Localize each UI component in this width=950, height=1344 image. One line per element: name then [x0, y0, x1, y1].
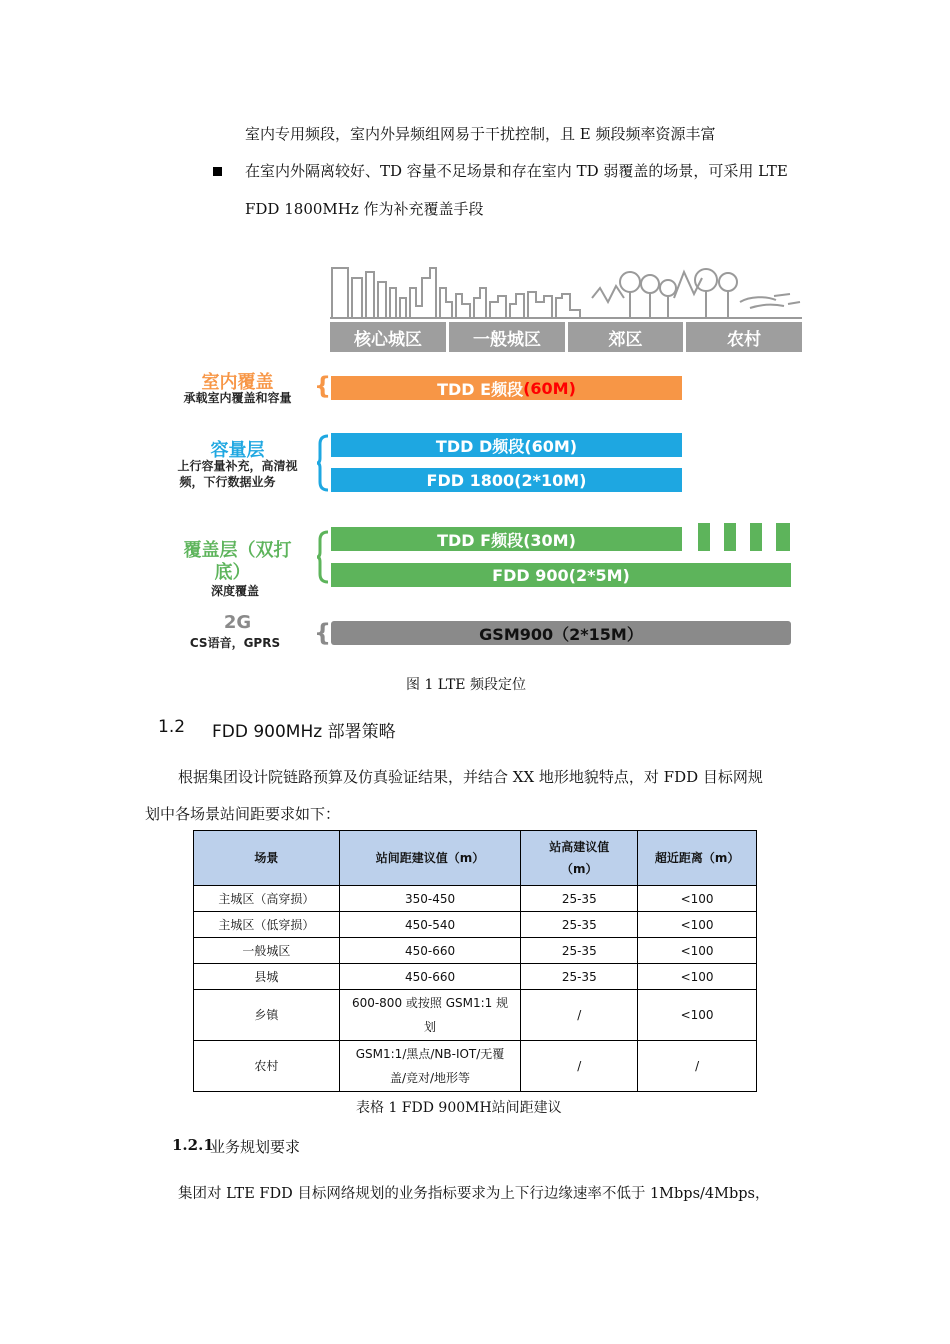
table-header-cell: 站间距建议值（m） — [339, 831, 521, 886]
table-cell: 25-35 — [521, 886, 638, 912]
band-tdd-e-label: TDD E频段 — [437, 379, 524, 399]
subsection-para: 集团对 LTE FDD 目标网络规划的业务指标要求为上下行边缘速率不低于 1Mbps/4Mbps， — [178, 1186, 770, 1202]
subsection-number: 1.2.1 — [172, 1136, 214, 1154]
capacity-layer-desc-1: 上行容量补充，高清视 — [177, 459, 298, 473]
table-header-line: （m） — [561, 862, 598, 876]
band-tdd-f-segment — [776, 523, 790, 551]
table-cell: 450-660 — [339, 938, 521, 964]
table-header-cell — [521, 831, 638, 886]
table-cell: 农村 — [194, 1041, 340, 1092]
skyline-illustration — [330, 258, 802, 320]
capacity-layer-title: 容量层 — [210, 440, 265, 461]
band-tdd-f-segment — [698, 523, 710, 551]
table-row — [194, 1041, 757, 1092]
figure-caption: 图 1 LTE 频段定位 — [406, 677, 526, 693]
table-cell: 25-35 — [521, 964, 638, 990]
table-header-row — [194, 831, 757, 886]
table-cell: 一般城区 — [194, 938, 340, 964]
table-header-line: 站高建议值 — [549, 840, 610, 854]
table-cell: 450-540 — [339, 912, 521, 938]
table-cell — [339, 1041, 521, 1092]
zone-strip — [330, 322, 802, 352]
table-cell-line: 盖/竞对/地形等 — [389, 1071, 471, 1085]
table-cell: 主城区（高穿损） — [194, 886, 340, 912]
g2-layer-title: 2G — [223, 612, 252, 633]
zone-suburban: 郊区 — [568, 322, 683, 352]
table-cell: 主城区（低穿损） — [194, 912, 340, 938]
table-row — [194, 938, 757, 964]
zone-rural: 农村 — [686, 322, 802, 352]
coverage-layer-title-1: 覆盖层（双打 — [183, 540, 292, 561]
band-tdd-f-segment — [724, 523, 736, 551]
zone-general-urban: 一般城区 — [449, 322, 565, 352]
table-header-cell: 超近距离（m） — [638, 831, 757, 886]
table-caption: 表格 1 FDD 900MH站间距建议 — [356, 1100, 562, 1116]
indoor-layer-desc: 承载室内覆盖和容量 — [183, 391, 292, 405]
table-cell: 350-450 — [339, 886, 521, 912]
band-tdd-e-bandwidth: (60M) — [523, 378, 576, 398]
table-cell: 25-35 — [521, 938, 638, 964]
intro-line-1: 室内专用频段，室内外异频组网易于干扰控制，且 E 频段频率资源丰富 — [245, 125, 716, 143]
table-cell-line: 600-800 或按照 GSM1:1 规 — [351, 996, 509, 1010]
table-cell-line: GSM1:1/黑点/NB-IOT/无覆 — [355, 1047, 505, 1061]
g2-brace-icon: { — [314, 619, 332, 647]
band-tdd-d: TDD D频段(60M) — [331, 433, 682, 457]
section-para-line-2: 划中各场景站间距要求如下： — [145, 805, 341, 823]
table-cell: <100 — [638, 990, 757, 1041]
table-cell: 450-660 — [339, 964, 521, 990]
section-para-line-1: 根据集团设计院链路预算及仿真验证结果，并结合 XX 地形地貌特点，对 FDD 目标网规 — [178, 768, 763, 786]
bullet-square-icon — [213, 167, 222, 176]
band-tdd-e — [331, 376, 682, 400]
indoor-layer-title: 室内覆盖 — [201, 372, 274, 393]
bullet-line-1: 在室内外隔离较好、TD 容量不足场景和存在室内 TD 弱覆盖的场景，可采用 LTE — [245, 162, 788, 180]
table-row — [194, 964, 757, 990]
bullet-line-2: FDD 1800MHz 作为补充覆盖手段 — [245, 200, 484, 218]
indoor-brace-icon: { — [314, 372, 332, 400]
coverage-brace-icon — [316, 530, 330, 584]
section-title: FDD 900MHz 部署策略 — [212, 722, 396, 742]
table-cell: <100 — [638, 912, 757, 938]
table-cell: / — [521, 990, 638, 1041]
table-cell: / — [521, 1041, 638, 1092]
table-cell — [339, 990, 521, 1041]
g2-layer-desc: CS语音，GPRS — [189, 636, 281, 650]
zone-core-urban: 核心城区 — [330, 322, 446, 352]
table-row — [194, 990, 757, 1041]
table-cell: <100 — [638, 938, 757, 964]
band-gsm900: GSM900（2*15M） — [331, 621, 791, 645]
capacity-brace-icon — [316, 434, 330, 492]
coverage-layer-title-2: 底） — [214, 562, 251, 583]
site-spacing-table — [193, 830, 757, 1092]
table-header-cell: 场景 — [194, 831, 340, 886]
band-fdd-900: FDD 900(2*5M) — [331, 563, 791, 587]
table-row — [194, 886, 757, 912]
table-cell-line: 划 — [424, 1020, 437, 1034]
section-number: 1.2 — [158, 717, 186, 737]
table-cell: / — [638, 1041, 757, 1092]
subsection-title: 业务规划要求 — [210, 1138, 301, 1156]
table-cell: <100 — [638, 886, 757, 912]
table-row — [194, 912, 757, 938]
capacity-layer-desc-2: 频，下行数据业务 — [179, 475, 276, 489]
table-cell: 25-35 — [521, 912, 638, 938]
band-fdd-1800: FDD 1800(2*10M) — [331, 468, 682, 492]
band-tdd-f-segment — [750, 523, 762, 551]
band-tdd-f: TDD F频段(30M) — [331, 527, 682, 551]
table-cell: 乡镇 — [194, 990, 340, 1041]
table-cell: <100 — [638, 964, 757, 990]
table-cell: 县城 — [194, 964, 340, 990]
coverage-layer-desc: 深度覆盖 — [210, 584, 259, 598]
